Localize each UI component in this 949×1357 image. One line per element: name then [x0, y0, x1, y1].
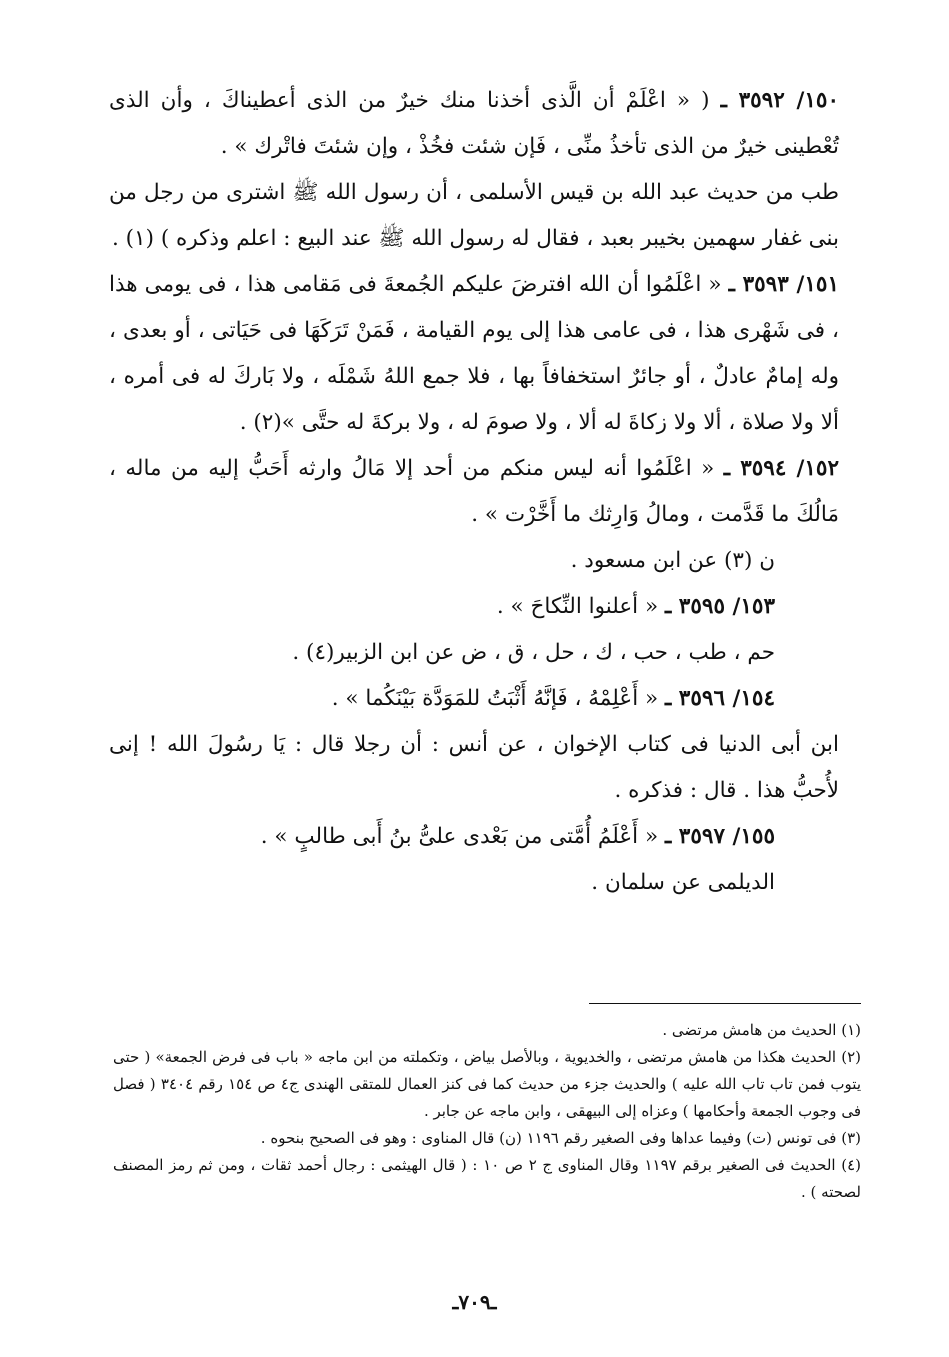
page-number: ـ٧٠٩ـ	[452, 1290, 497, 1314]
footnote-divider	[589, 1003, 861, 1004]
hadith-text: « أعلنوا النِّكاحَ » .	[496, 594, 659, 619]
hadith-body	[109, 78, 839, 906]
hadith-source: ابن أبى الدنيا فى كتاب الإخوان ، عن أنس : أن رجلا قال : يَا رسُولَ الله ! إنى لأُحبُّ هذا . قال : فذكره .	[109, 732, 839, 803]
footnote-1: (١) الحديث من هامش مرتضى .	[662, 1021, 861, 1039]
footnotes	[113, 1017, 861, 1206]
hadith-text: ( « اعْلَمْ أن الَّذى أخذنا منك خيرٌ من الذى أعطيناكَ ، وأن الذى تُعْطينى خيرٌ من الذى تأخذُ منِّى ، فَإن شئت فخُذْ ، وإن شئتَ فاتْرك » .	[109, 88, 839, 159]
hadith-152	[109, 446, 839, 538]
hadith-number: ١٥١/ ٣٥٩٣ ـ	[728, 272, 839, 297]
footnote-2: (٢) الحديث هكذا من هامش مرتضى ، والخديوية ، وبالأصل بياض ، وتكملته من ابن ماجه « باب فى فرض الجمعة» ( حتى يتوب فمن تاب تاب الله عليه ) والحديث جزء من حديث كما فى كنز العمال للمتقى الهندى ج٤ ص ١٥٤ رقم ٣٤٠٤ ( فصل فى وجوب الجمعة وأحكامها ) وعزاه إلى البيهقى ، وابن ماجه عن جابر .	[113, 1048, 861, 1120]
hadith-151	[109, 262, 839, 446]
hadith-number: ١٥٣/ ٣٥٩٥ ـ	[665, 594, 775, 619]
hadith-number: ١٥٢/ ٣٥٩٤ ـ	[723, 456, 839, 481]
hadith-text: « أَعْلَمُ أُمَّتى من بَعْدى علىُّ بنُ أَبى طالبٍ » .	[260, 824, 659, 849]
hadith-150	[109, 78, 839, 170]
hadith-text: « اعْلَمُوا أنه ليس منكم من أحد إلا مَالُ وارثه أَحَبُّ إليه من ماله ، مَالُكَ ما قَدَّمت ، ومالُ وَارِثك ما أَخَّرْت » .	[109, 456, 839, 527]
hadith-source: حم ، طب ، حب ، ك ، حل ، ق ، ض عن ابن الزبير(٤) .	[292, 640, 775, 665]
hadith-155	[109, 814, 839, 860]
hadith-source: ن (٣) عن ابن مسعود .	[570, 548, 775, 573]
hadith-source: طب من حديث عبد الله بن قيس الأسلمى ، أن رسول الله ﷺ اشترى من رجل من بنى غفار سهمين بخيبر بعبد ، فقال له رسول الله ﷺ عند البيع : اعلم وذكره ) (١) .	[109, 180, 839, 251]
hadith-number: ١٥٤/ ٣٥٩٦ ـ	[665, 686, 775, 711]
hadith-number: ١٥٠/ ٣٥٩٢ ـ	[720, 88, 839, 113]
hadith-154	[109, 676, 839, 722]
hadith-number: ١٥٥/ ٣٥٩٧ ـ	[665, 824, 775, 849]
hadith-source: الديلمى عن سلمان .	[591, 870, 775, 895]
footnote-4: (٤) الحديث فى الصغير برقم ١١٩٧ وقال المناوى ج ٢ ص ١٠ : ( قال الهيثمى : رجال أحمد ثقات ، ومن ثم رمز المصنف لصحته ) .	[113, 1156, 862, 1201]
hadith-text: « اعْلَمُوا أن الله افترضَ عليكم الجُمعةَ فى مَقامى هذا ، فى يومى هذا ، فى شَهْرى هذا ، فى عامى هذا إلى يوم القيامة ، فَمَنْ تَرَكَهَا فى حَيَاتى ، أو بعدى ، وله إمامٌ عادلٌ ، أو جائرٌ استخفافاً بها ، فلا جمع اللهُ شَمْلَه ، ولا بَاركَ له فى أمره ، ألا ولا صلاة ، ألا ولا زكاةَ له ألا ، ولا صومَ له ، ولا بركةَ له حتَّى »(٢) .	[109, 272, 839, 435]
footnote-3: (٣) فى تونس (ت) وفيما عداها وفى الصغير رقم ١١٩٦ (ن) قال المناوى : وهو فى الصحيح بنحوه .	[260, 1129, 861, 1147]
hadith-text: « أَعْلِمْهُ ، فَإنَّهُ أَثْبَتُ للمَوَدَّة بَيْنَكُما » .	[331, 686, 659, 711]
hadith-153	[109, 584, 839, 630]
